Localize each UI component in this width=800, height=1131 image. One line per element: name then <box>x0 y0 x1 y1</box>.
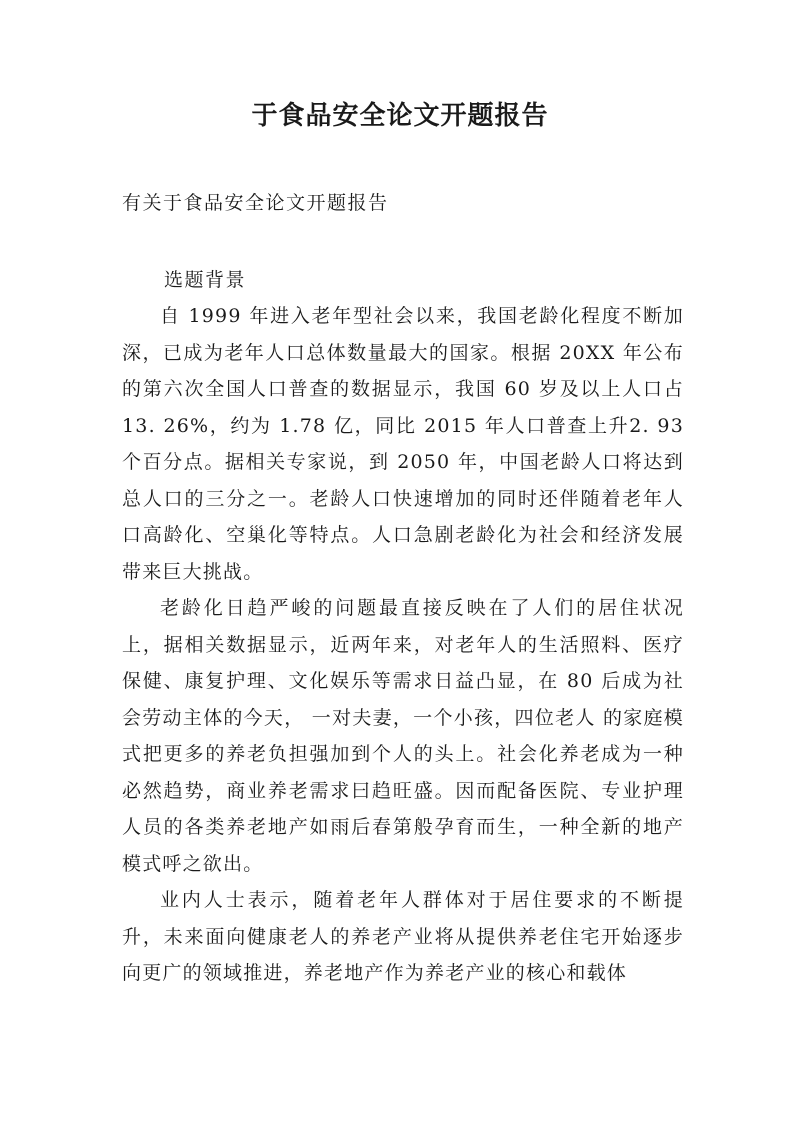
section-heading: 选题背景 <box>164 269 247 291</box>
document-title: 于食品安全论文开题报告 <box>251 101 549 131</box>
paragraph: 自 1999 年进入老年型社会以来，我国老龄化程度不断加深，已成为老年人口总体数量最大的国家。根据 20XX 年公布的第六次全国人口普查的数据显示，我国 60 岁及以上人口占 13. 26%，约为 1.78 亿，同比 2015 年人口普查上升2. 93 个百分点。据相关专家说，到 2050 年，中国老龄人口将达到总人口的三分之一。老龄人口快速增加的同时还伴随着老年人口高龄化、空巢化等特点。人口急剧老龄化为社会和经济发展带来巨大挑战。 <box>122 305 684 583</box>
body-text <box>122 298 684 992</box>
paragraph: 老龄化日趋严峻的问题最直接反映在了人们的居住状况上，据相关数据显示，近两年来，对老年人的生活照料、医疗保健、康复护理、文化娱乐等需求日益凸显，在 80 后成为社会劳动主体的今天， 一对夫妻，一个小孩，四位老人 的家庭模式把更多的养老负担强加到个人的头上。社会化养老成为一种必然趋势，商业养老需求曰趋旺盛。因而配备医院、专业护理人员的各类养老地产如雨后春第般孕育而生，一种全新的地产模式呼之欲出。 <box>122 597 684 875</box>
document-subtitle: 有关于食品安全论文开题报告 <box>122 192 389 214</box>
paragraph: 业内人士表示，随着老年人群体对于居住要求的不断提升，未来面向健康老人的养老产业将从提供养老住宅开始逐步向更广的领域推进，养老地产作为养老产业的核心和载体 <box>122 889 684 984</box>
